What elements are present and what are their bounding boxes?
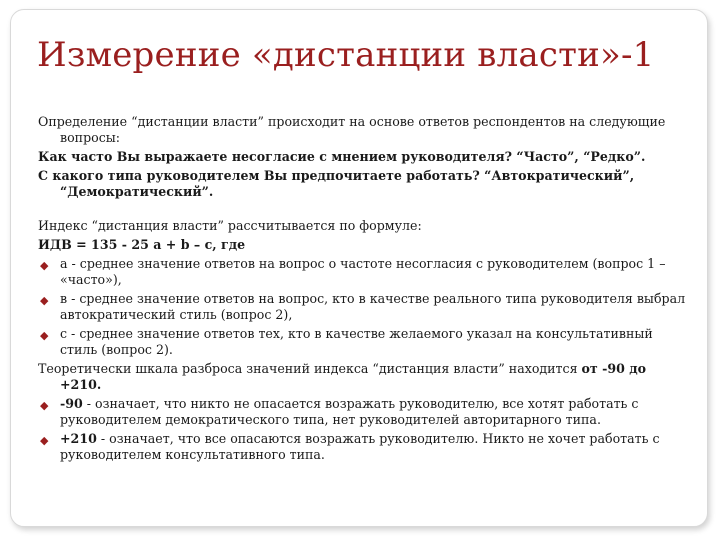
interpretation-value: -90: [60, 396, 83, 411]
question-1: Как часто Вы выражаете несогласие с мнением руководителя? “Часто”, “Редко”.: [38, 149, 646, 164]
interpretation-text: - означает, что никто не опасается возражать руководителю, все хотят работать с руководителем демократического типа, нет руководителей авторитарного типа.: [60, 396, 639, 427]
variable-text: в - среднее значение ответов на вопрос, кто в качестве реального типа руководителя выбрал автократический стиль (вопрос 2),: [60, 291, 686, 322]
variable-item: [38, 291, 688, 323]
range-text: Теоретически шкала разброса значений индекса “дистанция власти” находится: [38, 361, 582, 376]
definition-line: Определение “дистанции власти” происходит на основе ответов респондентов на следующие вопросы:: [38, 114, 666, 145]
spacer: [38, 203, 688, 218]
range-values: от -90 до +210.: [60, 361, 647, 392]
variable-text: с - среднее значение ответов тех, кто в качестве желаемого указал на консультативный стиль (вопрос 2).: [60, 326, 653, 357]
diamond-bullet-icon: ◆: [40, 294, 49, 307]
range-paragraph: [38, 361, 688, 393]
interpretation-item: [38, 396, 688, 428]
slide-title: Измерение «дистанции власти»-1: [37, 35, 655, 75]
formula: ИДВ = 135 - 25 а + b – c, где: [38, 237, 246, 252]
variable-item: [38, 256, 688, 288]
index-intro: Индекс “дистанция власти” рассчитывается по формуле:: [38, 218, 422, 233]
slide-content: [38, 114, 688, 466]
diamond-bullet-icon: ◆: [40, 259, 49, 272]
diamond-bullet-icon: ◆: [40, 399, 49, 412]
interpretation-item: [38, 431, 688, 463]
diamond-bullet-icon: ◆: [40, 329, 49, 342]
interpretation-text: - означает, что все опасаются возражать руководителю. Никто не хочет работать с руководителем консультативного типа.: [60, 431, 660, 462]
question-2: С какого типа руководителем Вы предпочитаете работать? “Автократический”, “Демократический”.: [38, 168, 635, 199]
variable-item: [38, 326, 688, 358]
variable-text: а - среднее значение ответов на вопрос о частоте несогласия с руководителем (вопрос 1 – «часто»),: [60, 256, 666, 287]
diamond-bullet-icon: ◆: [40, 434, 49, 447]
interpretation-value: +210: [60, 431, 97, 446]
